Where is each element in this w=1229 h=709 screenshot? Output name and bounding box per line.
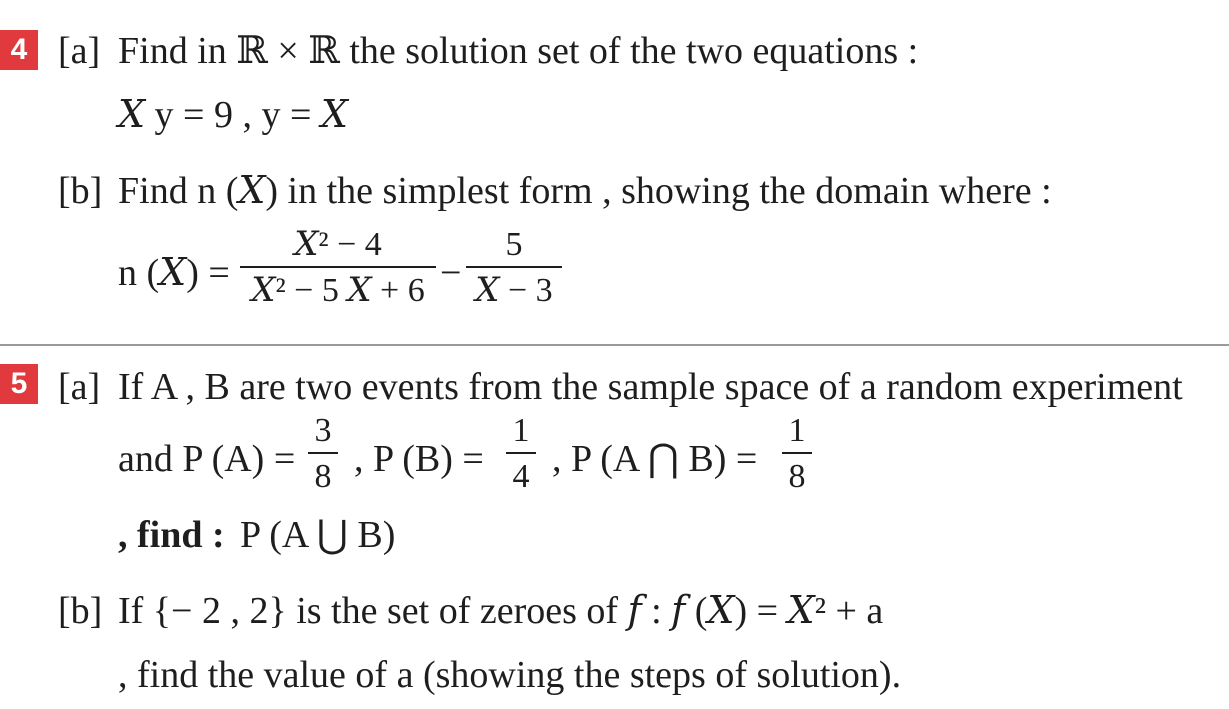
q5-part-a-find-label: , find : xyxy=(118,514,225,556)
q4-part-b-label: [b] xyxy=(58,170,103,212)
q5-pa-fraction xyxy=(308,414,338,494)
fraction-2-bar xyxy=(466,266,562,268)
question-5-badge: 5 xyxy=(0,364,38,404)
q5-pab-fraction xyxy=(782,414,812,494)
fraction-2-denominator: 𝑋 − 3 xyxy=(475,272,553,309)
q4-part-a-label: [a] xyxy=(58,30,101,72)
pab-denominator: 8 xyxy=(788,458,806,495)
q5-part-b-instruction: , find the value of a (showing the steps of solution). xyxy=(118,654,902,696)
q4-part-a-statement: Find in ℝ × ℝ the solution set of the two equations : xyxy=(118,30,919,72)
q5-part-a-pab-label: , P (A ⋂ B) = xyxy=(552,438,758,480)
fraction-2-numerator: 5 xyxy=(505,226,523,263)
q5-part-a-pb-label: , P (B) = xyxy=(354,438,484,480)
question-4-badge: 4 xyxy=(0,30,38,70)
pab-numerator: 1 xyxy=(788,412,806,449)
pb-bar xyxy=(506,452,536,454)
q4-part-a-equations: 𝑋 y = 9 , y = 𝑋 xyxy=(118,94,348,136)
pa-numerator: 3 xyxy=(314,412,332,449)
q4-part-b-statement: Find n (𝑋) in the simplest form , showing the domain where : xyxy=(118,170,1052,212)
pb-numerator: 1 xyxy=(512,412,530,449)
q5-pb-fraction xyxy=(506,414,536,494)
section-divider xyxy=(0,344,1229,346)
q5-part-a-statement: If A , B are two events from the sample space of a random experiment xyxy=(118,366,1183,408)
q5-part-a-pa-label: and P (A) = xyxy=(118,438,296,480)
q5-part-b-statement: If {− 2 , 2} is the set of zeroes of 𝑓 : 𝑓 (𝑋) = 𝑋² + a xyxy=(118,590,884,632)
q4-part-b-fraction-1 xyxy=(240,228,436,308)
pa-denominator: 8 xyxy=(314,458,332,495)
q5-part-a-label: [a] xyxy=(58,366,101,408)
q5-part-b-label: [b] xyxy=(58,590,103,632)
q4-part-b-minus: − xyxy=(440,252,462,294)
q4-part-b-fraction-2 xyxy=(466,228,562,308)
q5-part-a-find-expression: P (A ⋃ B) xyxy=(240,514,396,556)
q4-part-b-lhs: n (𝑋) = xyxy=(118,252,230,294)
pab-bar xyxy=(782,452,812,454)
fraction-1-bar xyxy=(240,266,436,268)
fraction-1-numerator: 𝑋² − 4 xyxy=(294,226,382,263)
pa-bar xyxy=(308,452,338,454)
fraction-1-denominator: 𝑋² − 5 𝑋 + 6 xyxy=(251,272,425,309)
pb-denominator: 4 xyxy=(512,458,530,495)
